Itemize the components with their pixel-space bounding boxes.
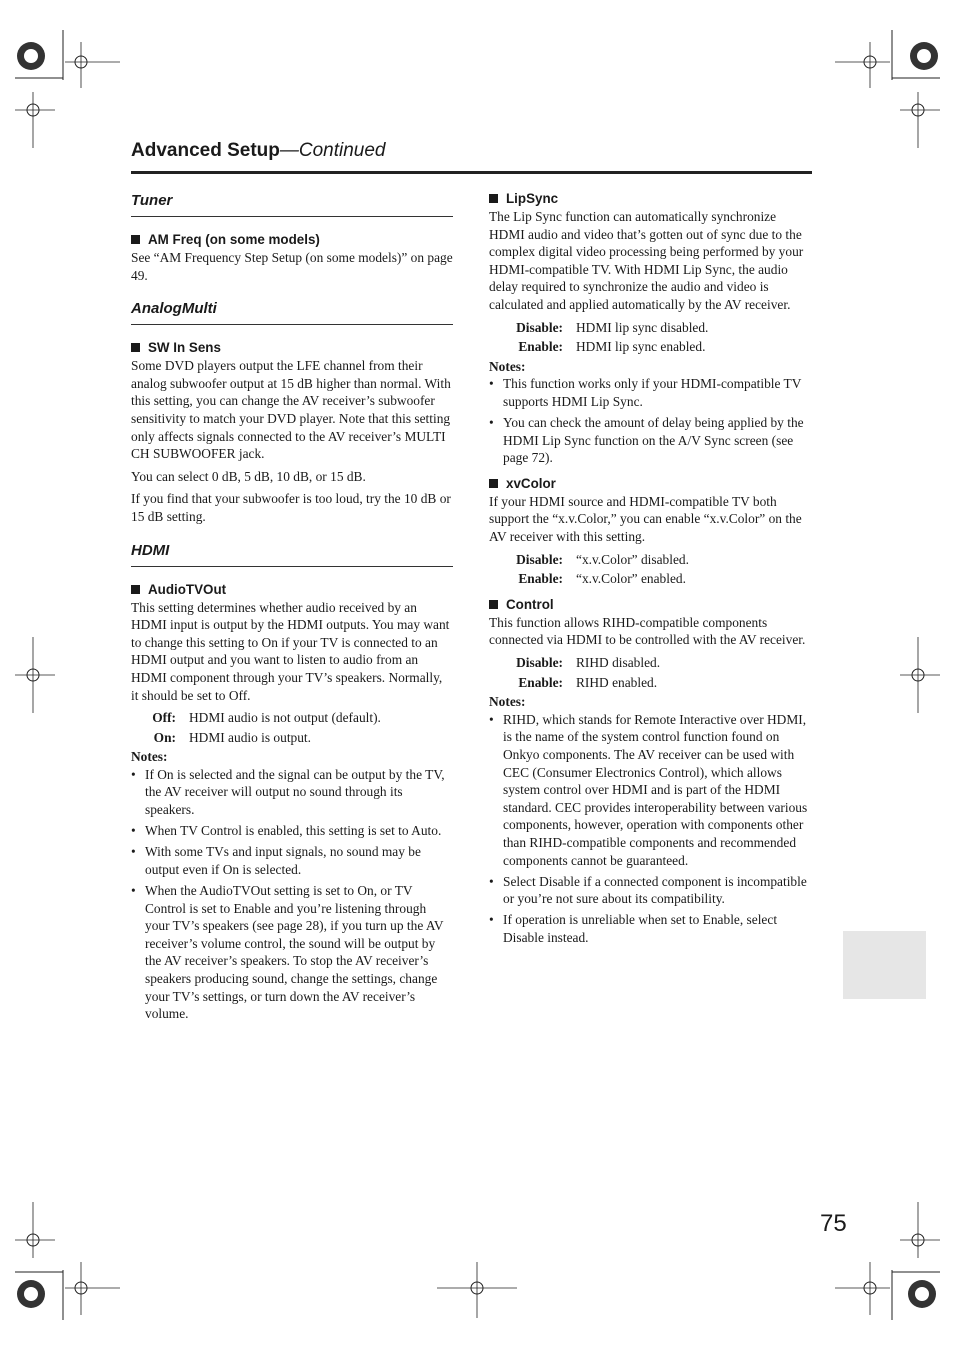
registration-mark-icon (15, 30, 125, 150)
sw-in-sens-p3: If you find that your subwoofer is too loud, try the 10 dB or 15 dB setting. (131, 491, 451, 524)
notes-label: Notes: (489, 358, 526, 374)
audiotvout-body: This setting determines whether audio received by an HDMI input is output by the HDMI outputs. You may want to change this setting to On if your TV is connected to an HDMI output and you want to listen to audio from an HDMI component through your TV’s speakers. Normally, it should be set to Off. (131, 599, 450, 703)
registration-mark-icon (15, 635, 55, 715)
header-continued: —Continued (279, 140, 386, 161)
note-item: • When the AudioTVOut setting is set to On, or TV Control is set to Enable and you’re listening through your TV’s speakers (see page 28), if you turn up the AV receiver’s volume control, the sound will be output by the AV receiver’s speakers. To stop the AV receiver’s speakers producing sound, change the settings, change your TV’s settings, or turn down the AV receiver’s volume. (131, 882, 453, 1023)
square-bullet-icon (131, 235, 140, 244)
sw-in-sens-p1: Some DVD players output the LFE channel from their analog subwoofer output at 15 dB higher than normal. With this setting, you can change the AV receiver’s subwoofer sensitivity to match your DVD player. Note that this setting only affects signals connected to the AV receiver’s MULTI CH SUBWOOFER jack. (131, 358, 451, 462)
note-item: • When TV Control is enabled, this setting is set to Auto. (131, 822, 453, 840)
header-title: Advanced Setup (131, 140, 280, 161)
right-column (489, 190, 812, 950)
am-freq-body: See “AM Frequency Step Setup (on some models)” on page 49. (131, 250, 453, 283)
control-body: This function allows RIHD-compatible components connected via HDMI to be controlled with the AV receiver. (489, 614, 806, 648)
note-item: • With some TVs and input signals, no sound may be output even if On is selected. (131, 843, 453, 878)
note-item: • You can check the amount of delay being applied by the HDMI Lip Sync function on the A/V Sync screen (see page 72). (489, 414, 812, 467)
option-row: On: HDMI audio is output. (153, 729, 311, 745)
square-bullet-icon (489, 194, 498, 203)
notes-list (489, 375, 812, 466)
notes-label: Notes: (489, 694, 526, 710)
page-number: 75 (820, 1210, 847, 1237)
square-bullet-icon (489, 600, 498, 609)
section-heading-hdmi: HDMI (131, 540, 453, 567)
lipsync-body: The Lip Sync function can automatically synchronize HDMI audio and video that’s gotten out of sync due to the complex digital video processing being performed by your HDMI-compatible TV. With HDMI Lip Sync, the audio delay required to synchronize the audio and video is calculated and applied automatically by the AV receiver. (489, 209, 804, 312)
square-bullet-icon (131, 585, 140, 594)
registration-mark-icon (15, 1200, 125, 1320)
xvcolor-body: If your HDMI source and HDMI-compatible TV both support the “x.v.Color,” you can enable “x.v.Color” on the AV receiver with this setting. (489, 493, 802, 544)
square-bullet-icon (489, 479, 498, 488)
notes-list (489, 711, 812, 947)
subheading-audiotvout: AudioTVOut (131, 581, 453, 599)
page-header (131, 139, 812, 174)
option-row: Off: HDMI audio is not output (default). (152, 710, 381, 726)
square-bullet-icon (131, 343, 140, 352)
sw-in-sens-p2: You can select 0 dB, 5 dB, 10 dB, or 15 dB. (131, 468, 366, 484)
registration-mark-icon (900, 635, 940, 715)
option-row: Enable: HDMI lip sync enabled. (518, 339, 706, 355)
left-column (131, 190, 453, 1026)
subheading-am-freq: AM Freq (on some models) (131, 231, 453, 249)
note-item: • This function works only if your HDMI-compatible TV supports HDMI Lip Sync. (489, 375, 812, 410)
section-heading-analogmulti: AnalogMulti (131, 298, 453, 325)
option-row: Disable: RIHD disabled. (516, 654, 661, 670)
option-row: Enable: “x.v.Color” enabled. (518, 571, 686, 587)
subheading-sw-in-sens: SW In Sens (131, 339, 453, 357)
registration-mark-icon (830, 30, 940, 150)
note-item: • If operation is unreliable when set to Enable, select Disable instead. (489, 911, 812, 946)
note-item: • If On is selected and the signal can be output by the TV, the AV receiver will output no sound through its speakers. (131, 766, 453, 819)
section-heading-tuner: Tuner (131, 190, 453, 217)
chapter-tab (843, 931, 926, 999)
subheading-xvcolor: xvColor (489, 475, 812, 493)
note-item: • RIHD, which stands for Remote Interactive over HDMI, is the name of the system control function found on Onkyo components. The AV receiver can be used with CEC (Consumer Electronics Control), which allows system control over HDMI and is part of the HDMI standard. CEC provides interoperability between various components, however, operation with components other than RIHD-compatible components and recommended components cannot be guaranteed. (489, 711, 812, 869)
notes-list (131, 766, 453, 1023)
subheading-control: Control (489, 596, 812, 614)
option-row: Disable: HDMI lip sync disabled. (516, 319, 709, 335)
registration-mark-icon (830, 1200, 940, 1320)
registration-mark-icon (437, 1260, 517, 1320)
notes-label: Notes: (131, 749, 168, 765)
option-row: Disable: “x.v.Color” disabled. (516, 551, 689, 567)
note-item: • Select Disable if a connected component is incompatible or you’re not sure about its compatibility. (489, 873, 812, 908)
option-row: Enable: RIHD enabled. (518, 674, 658, 690)
subheading-lipsync: LipSync (489, 190, 812, 208)
